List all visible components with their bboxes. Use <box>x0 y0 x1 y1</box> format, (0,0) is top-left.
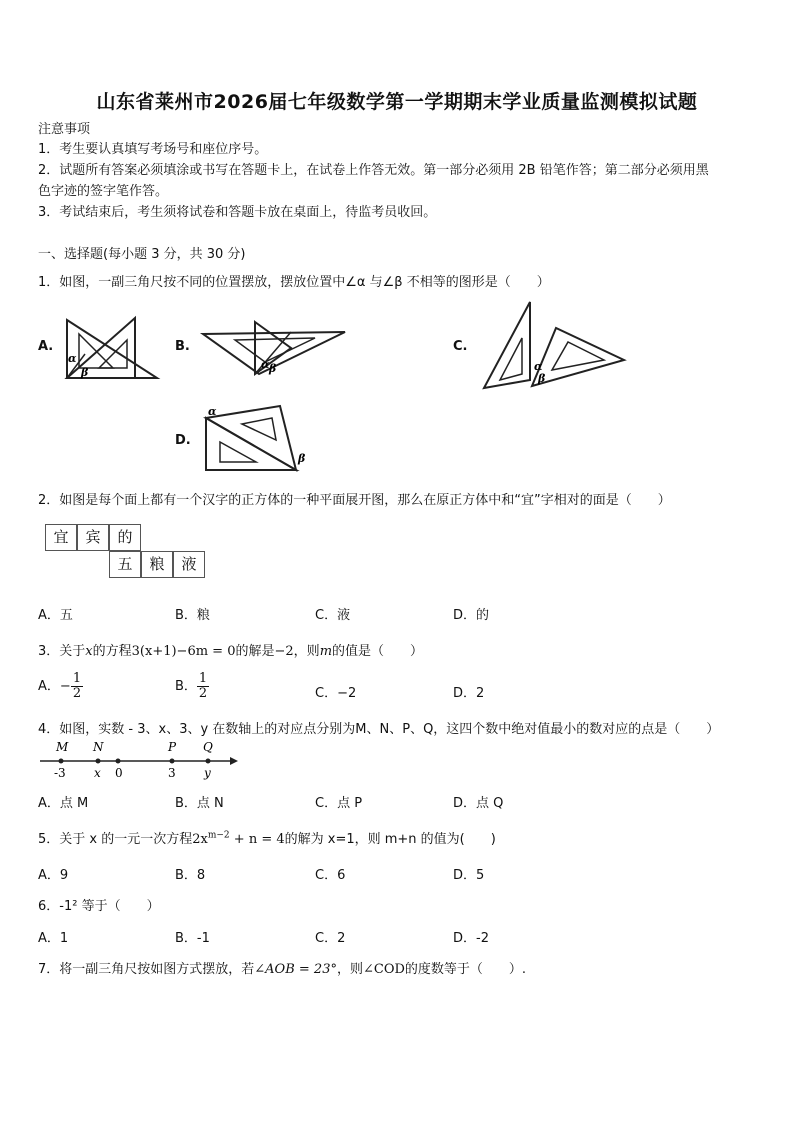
net-face: 粮 <box>141 551 173 578</box>
point-label: Q <box>203 740 213 754</box>
question-6-stem: 6．-1² 等于（ ） <box>38 899 160 914</box>
q3-option-c: C．−2 <box>315 686 357 701</box>
q5-option-c: C．6 <box>315 868 346 883</box>
q2-option-a: A．五 <box>38 608 73 623</box>
q3-option-a: A．− $\frac{1}{2}$ <box>38 671 82 701</box>
equation: 3(x+1)−6m = 0 <box>131 644 236 659</box>
alpha-label: α <box>534 360 543 373</box>
q1-figure-d <box>198 400 318 476</box>
q5-option-b: B．8 <box>175 868 206 883</box>
net-face: 宜 <box>45 524 77 551</box>
page-title: 山东省莱州市2026届七年级数学第一学期期末学业质量监测模拟试题 <box>96 91 698 113</box>
net-face: 宾 <box>77 524 109 551</box>
q3-option-b: B． $\frac{1}{2}$ <box>175 671 208 701</box>
q1-option-d-label: D. <box>175 433 191 448</box>
q4-option-d: D．点 Q <box>453 796 504 811</box>
q1-option-b-label: B. <box>175 339 190 354</box>
question-3-stem: 3．关于x的方程3(x+1)−6m = 0的解是−2，则m的值是（ ） <box>38 644 424 659</box>
net-face: 五 <box>109 551 141 578</box>
given-angle: ∠AOB = 23° <box>254 962 337 977</box>
notice-item: 2．试题所有答案必须填涂或书写在答题卡上，在试卷上作答无效。第一部分必须用 2B 铅笔作答；第二部分必须用黑 <box>38 163 709 178</box>
q1-option-c-label: C. <box>453 339 468 354</box>
point-label: N <box>93 740 104 754</box>
q1-option-a-label: A. <box>38 339 54 354</box>
number-line <box>38 736 238 782</box>
net-face: 液 <box>173 551 205 578</box>
alpha-label: α <box>261 358 270 371</box>
value-label: -3 <box>54 766 66 780</box>
point-label: M <box>56 740 69 754</box>
value-label: x <box>94 766 101 780</box>
beta-label: β <box>538 372 546 385</box>
q3-option-d: D．2 <box>453 686 485 701</box>
q6-option-d: D．-2 <box>453 931 489 946</box>
net-face: 的 <box>109 524 141 551</box>
q4-option-a: A．点 M <box>38 796 89 811</box>
notice-item: 色字迹的签字笔作答。 <box>38 184 169 199</box>
question-2-stem: 2．如图是每个面上都有一个汉字的正方体的一种平面展开图，那么在原正方体中和“宜”字相对的面是（ ） <box>38 493 671 508</box>
target-angle: ∠COD <box>363 962 405 977</box>
q2-option-d: D．的 <box>453 608 490 623</box>
q2-option-c: C．液 <box>315 608 351 623</box>
notice-item: 1．考生要认真填写考场号和座位序号。 <box>38 142 268 157</box>
q4-option-c: C．点 P <box>315 796 363 811</box>
q5-option-a: A．9 <box>38 868 69 883</box>
question-4-stem: 4．如图，实数 - 3、x、3、y 在数轴上的对应点分别为M、N、P、Q，这四个数中绝对值最小的数对应的点是（ ） <box>38 722 720 737</box>
alpha-label: α <box>208 405 217 418</box>
q1-figure-c <box>478 298 628 394</box>
notice-heading: 注意事项 <box>38 122 91 137</box>
q1-figure-a <box>55 314 165 384</box>
q1-figure-b <box>195 316 355 382</box>
q6-option-a: A．1 <box>38 931 69 946</box>
alpha-label: α <box>68 352 77 365</box>
q6-option-c: C．2 <box>315 931 346 946</box>
section-heading: 一、选择题(每小题 3 分，共 30 分) <box>38 247 246 262</box>
q6-option-b: B．-1 <box>175 931 210 946</box>
value-label: 0 <box>115 766 123 780</box>
q2-option-b: B．粮 <box>175 608 210 623</box>
value-label: 3 <box>168 766 176 780</box>
q4-option-b: B．点 N <box>175 796 224 811</box>
equation: $2x^{m-2} + n = 4$ <box>192 830 285 847</box>
value-label: y <box>204 766 211 780</box>
beta-label: β <box>269 362 277 375</box>
question-7-stem: 7．将一副三角尺按如图方式摆放，若∠AOB = 23°，则∠COD的度数等于（ ）. <box>38 962 527 977</box>
point-label: P <box>168 740 177 754</box>
question-5-stem: 5．关于 x 的一元一次方程$2x^{m-2} + n = 4$的解为 x=1，则 m+n 的值为( ) <box>38 830 496 847</box>
notice-item: 3．考试结束后，考生须将试卷和答题卡放在桌面上，待监考员收回。 <box>38 205 437 220</box>
beta-label: β <box>298 452 306 465</box>
beta-label: β <box>81 366 89 379</box>
q5-option-d: D．5 <box>453 868 485 883</box>
question-1-stem: 1．如图，一副三角尺按不同的位置摆放，摆放位置中∠α 与∠β 不相等的图形是（ ） <box>38 275 550 290</box>
